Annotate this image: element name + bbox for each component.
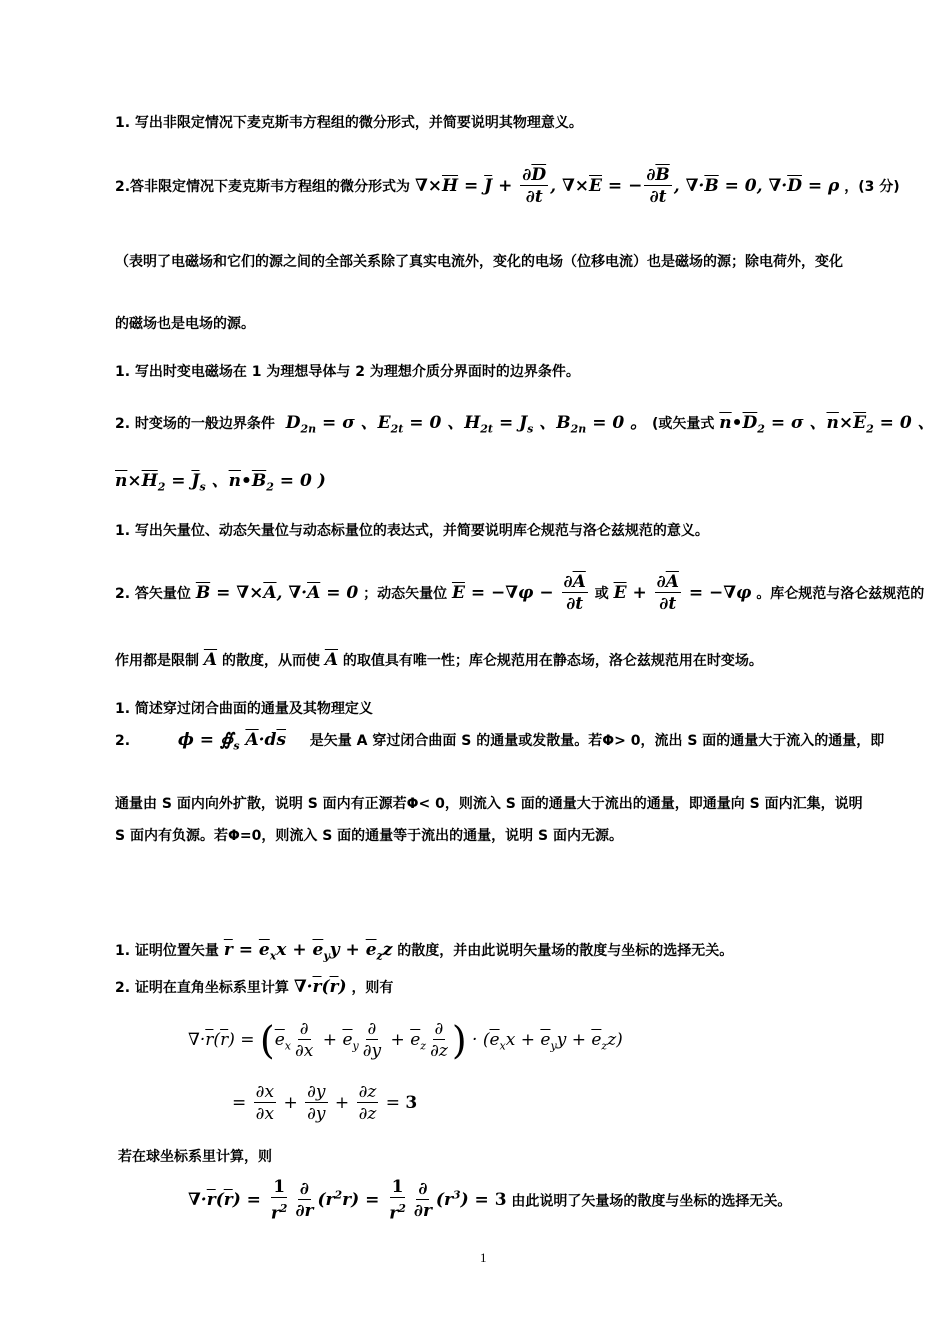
symbol-a-2: $\overline{A}$ (324, 650, 339, 670)
dynamic-potential-eq-1: $\overline{E} = -\nabla\varphi$ − $\frac{\partial\overline{A}}{\partial t}$ (451, 572, 586, 614)
flux-integral: $\phi = ∯_s$ $\overline{A}\cdot d\overline{s}$ (177, 730, 287, 753)
a3-p2c: 的取值具有唯一性；库仑规范用在静态场，洛仑兹规范用在时变场。 (342, 653, 763, 669)
q3: 1. 写出矢量位、动态矢量位与动态标量位的表达式，并简要说明库仑规范与洛仑兹规范的意义。 (115, 523, 709, 539)
a1-prefix: 2.答非限定情况下麦克斯韦方程组的微分形式为 (115, 179, 411, 195)
a1-para-2: 的磁场也是电场的源。 (115, 316, 255, 332)
a3-mid: ；动态矢量位 (363, 586, 448, 602)
q1: 1. 写出非限定情况下麦克斯韦方程组的微分形式，并简要说明其物理意义。 (115, 115, 583, 131)
maxwell-equations: $\nabla\times\overline{H} = \overline{J}$ + $\frac{\partial\overline{D}}{\partial t}$ , $\nabla\times\overline{E}$ = − $\frac{\partial\overline{B}}{\partial t}$ , $\nabla\cdot\overline{B} = 0$, $\nabla\cdot\overline{D} = \rho$ (414, 165, 840, 207)
spherical-derivation (188, 1177, 791, 1225)
boundary-conditions-vector-2: $\overline{n}\times\overline{H}_2 = \overline{J}_s$ 、$\overline{n}•\overline{B}_2 = 0$ ) (115, 471, 326, 494)
a1-equation-line (115, 165, 900, 208)
a3-p2b: 的散度，从而使 (221, 653, 320, 669)
a2-line-2 (115, 466, 326, 493)
dynamic-potential-eq-2: $\overline{E}$ + $\frac{\partial\overline{A}}{\partial t}$ = −∇φ (613, 572, 752, 614)
symbol-a: $\overline{A}$ (203, 650, 218, 670)
a3-line-1 (115, 572, 924, 615)
div-r-symbol: $\nabla\cdot\overline{r}(\overline{r})$ (293, 977, 347, 997)
a4-line-1 (115, 730, 884, 752)
cartesian-derivation-1 (188, 1018, 623, 1062)
q4: 1. 简述穿过闭合曲面的通量及其物理定义 (115, 701, 373, 717)
q5-suffix: 的散度，并由此说明矢量场的散度与坐标的选择无关。 (397, 943, 734, 959)
a4-text: 是矢量 A 穿过闭合曲面 S 的通量或发散量。若Φ> 0，流出 S 面的通量大于流入的通量，即 (309, 733, 885, 749)
a5-line-1 (115, 977, 393, 997)
a2-line-1 (115, 408, 935, 435)
cart-eq-1: $\nabla\cdot\overline{r}(\overline{r}) = (\overline{e}_x$ $\frac{\partial}{\partial x}$ + $\overline{e}_y$ $\frac{\partial}{\partial y}$ + $\overline{e}_z$ $\frac{\partial}{\partial z}$ ) · $(\overline{e}_xx + \overline{e}_yy + \overline{e}_zz)$ (188, 1018, 623, 1062)
a3-end: 。库仑规范与洛仑兹规范的 (756, 586, 925, 602)
q5-prefix: 1. 证明位置矢量 (115, 943, 219, 959)
a5-prefix: 2. 证明在直角坐标系里计算 (115, 980, 289, 996)
a3-p2a: 作用都是限制 (115, 653, 199, 669)
a2-vector-label: (或矢量式 (652, 416, 715, 432)
a1-para-1: （表明了电磁场和它们的源之间的全部关系除了真实电流外，变化的电场（位移电流）也是磁场的源；除电荷外，变化 (115, 254, 843, 270)
cart-eq-2: = $\frac{\partial x}{\partial x}$ + $\frac{\partial y}{\partial y}$ + $\frac{\partial z}{\partial z}$ = 3 (232, 1082, 418, 1124)
position-vector-eq: $\overline{r} = \overline{e}_xx + \overline{e}_yy + \overline{e}_zz$ (223, 940, 393, 963)
a4-num: 2. (115, 733, 131, 749)
a3-prefix: 2. 答矢量位 (115, 586, 191, 602)
sph-eq: $\nabla\cdot\overline{r}(\overline{r})$ = $\frac{1}{r^2}$ $\frac{\partial}{\partial r}$ $(r^2r)$ = $\frac{1}{r^2}$ $\frac{\partial}{\partial r}$ $(r^3) = 3$ (188, 1177, 507, 1224)
a2-prefix: 2. 时变场的一般边界条件 (115, 416, 275, 432)
a3-or: 或 (594, 586, 609, 602)
page-number: 1 (480, 1250, 487, 1265)
a4-para-2: 通量由 S 面内向外扩散，说明 S 面内有正源若Φ< 0，则流入 S 面的通量大于流出的通量，即通量向 S 面内汇集，说明 (115, 796, 863, 812)
boundary-conditions-scalar: $D_{2n} = \sigma$ 、$E_{2t} = 0$ 、$H_{2t} = J_s$ 、$B_{2n} = 0$ 。 (279, 413, 648, 436)
q5-line (115, 940, 733, 962)
q2: 1. 写出时变电磁场在 1 为理想导体与 2 为理想介质分界面时的边界条件。 (115, 364, 580, 380)
vector-potential-eq: $\overline{B} = \nabla\times\overline{A}$, $\nabla\cdot\overline{A} = 0$ (195, 583, 359, 603)
a5-conclusion: 由此说明了矢量场的散度与坐标的选择无关。 (511, 1193, 792, 1210)
a5-suffix: ，则有 (351, 980, 394, 996)
cartesian-derivation-2 (232, 1082, 417, 1125)
a3-line-2 (115, 650, 763, 670)
a5-sph-label: 若在球坐标系里计算，则 (118, 1149, 272, 1165)
boundary-conditions-vector-1: $\overline{n}•\overline{D}_2 = \sigma$ 、$\overline{n}\times\overline{E}_2 = 0$ 、 (719, 413, 935, 436)
a1-score: ，(3 分) (844, 179, 900, 195)
a4-para-3: S 面内有负源。若Φ=0，则流入 S 面的通量等于流出的通量，说明 S 面内无源。 (115, 828, 623, 844)
